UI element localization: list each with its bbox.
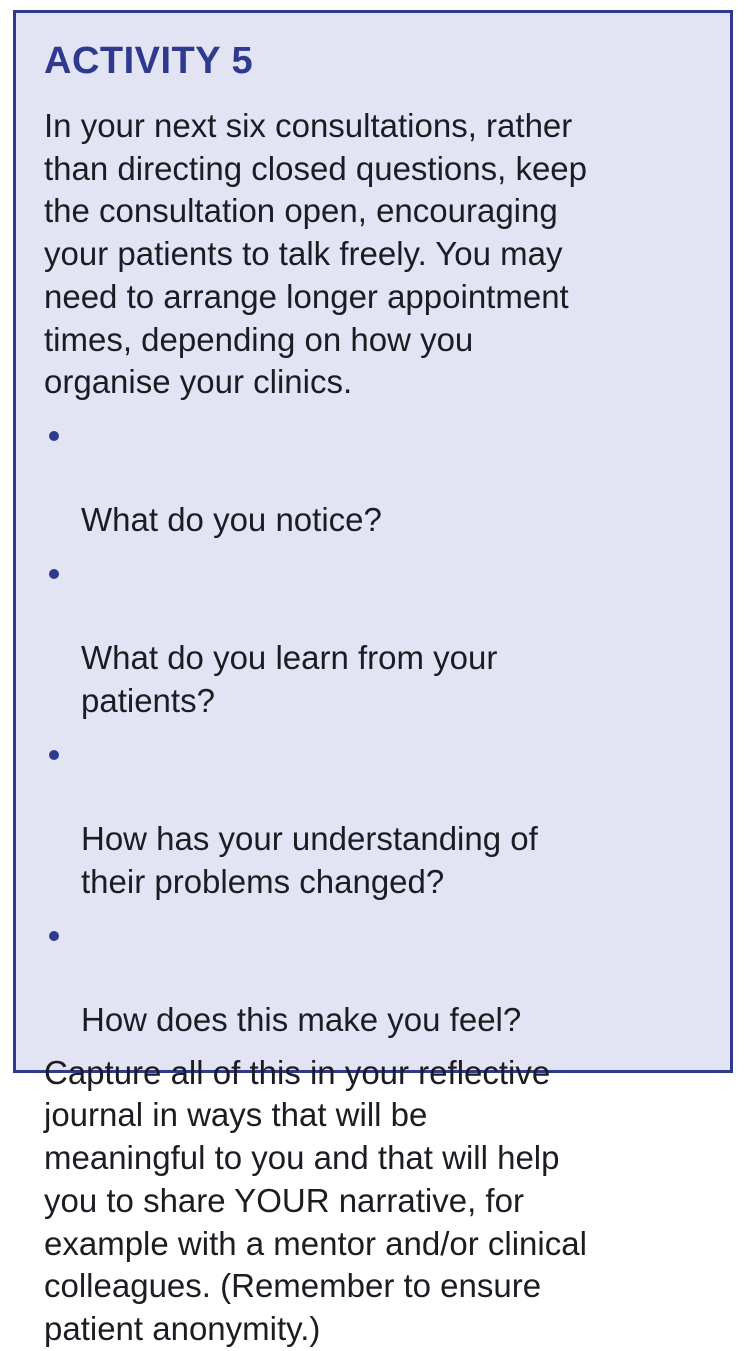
intro-paragraph: In your next six consultations, rather than directing closed questions, keep the consultation open, encouraging your patients to talk freely. You may need to arrange longer appointment times, depending on how you organise your clinics. — [44, 107, 588, 401]
list-item — [44, 733, 714, 904]
question-text: How has your understanding of their problems changed? — [81, 820, 538, 900]
closing-paragraph: Capture all of this in your reflective journal in ways that will be meaningful to you and that will help you to share YOUR narrative, for example with a mentor and/or clinical colleagues. (Remember to ensure patient anonymity.) — [44, 1053, 587, 1347]
question-text: How does this make you feel? — [81, 1001, 522, 1039]
bullet-icon — [49, 750, 59, 760]
list-item — [44, 552, 714, 723]
bullet-icon — [49, 569, 59, 579]
activity-box — [13, 10, 733, 1347]
list-item — [44, 914, 714, 1042]
question-text: What do you notice? — [81, 501, 382, 539]
question-list — [44, 414, 714, 1042]
activity-content — [44, 39, 714, 1351]
bullet-icon — [49, 431, 59, 441]
question-text: What do you learn from your patients? — [81, 639, 498, 720]
list-item — [44, 414, 714, 542]
bullet-icon — [49, 931, 59, 941]
activity-title: ACTIVITY 5 — [44, 40, 254, 82]
